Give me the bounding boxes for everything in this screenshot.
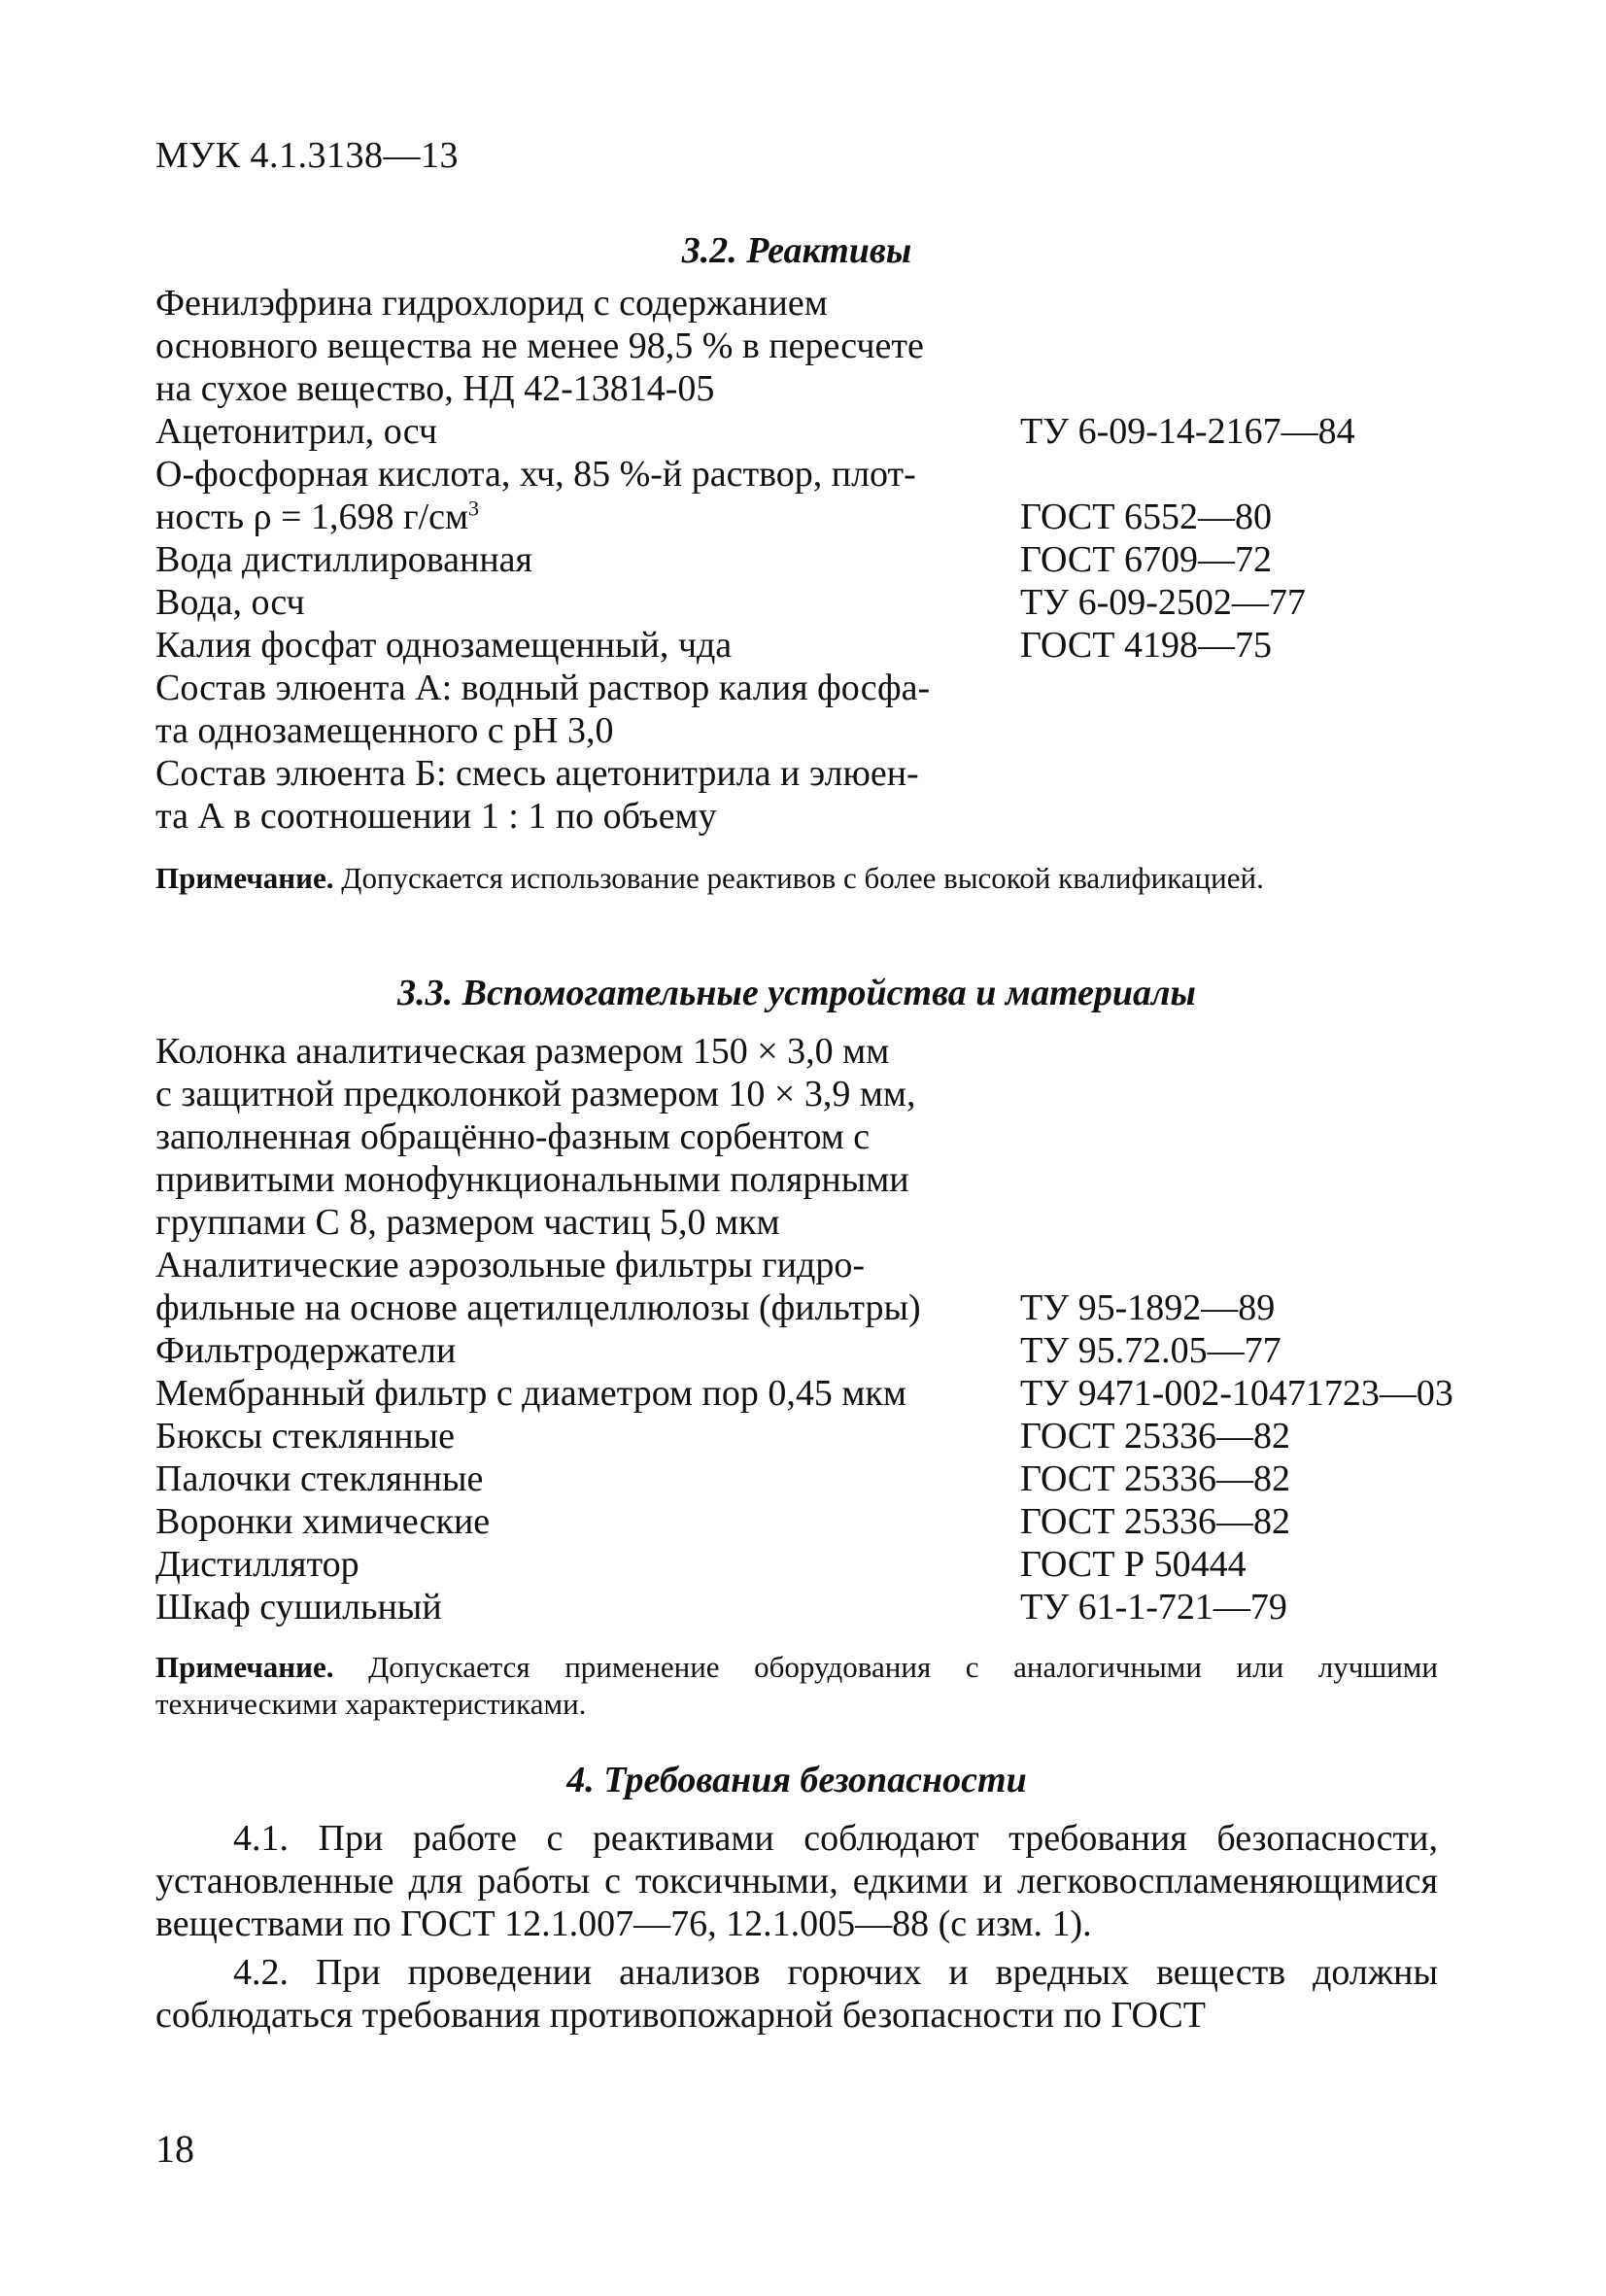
standard-ref: ТУ 6-09-2502—77 [1020,582,1306,623]
standard-ref: ГОСТ 4198—75 [1020,625,1272,666]
equipment-standards [1020,1030,1453,1628]
section-4-title: 4. Требования безопасности [566,1760,1027,1800]
note-label: Примечание. [155,1650,334,1684]
reagent-line: Фенилэфрина гидрохлорид с содержанием [155,283,828,324]
standard-ref: ТУ 61-1-721—79 [1020,1587,1287,1628]
standard-ref: ТУ 9471-002-10471723—03 [1020,1373,1453,1414]
standard-ref: ГОСТ 25336—82 [1020,1501,1290,1542]
reagent-line: Вода дистиллированная [155,539,533,580]
equipment-line: с защитной предколонкой размером 10 × 3,9 мм, [155,1074,916,1114]
standard-ref [1020,325,1355,367]
equipment-line: заполненная обращённо-фазным сорбентом с [155,1116,871,1157]
standard-ref: ГОСТ 25336—82 [1020,1458,1290,1499]
standard-ref [1020,1201,1453,1244]
standard-ref [1020,367,1355,410]
standard-ref: ГОСТ Р 50444 [1020,1544,1247,1585]
note-reagents [155,860,1438,897]
document-code: МУК 4.1.3138—13 [155,135,460,176]
standard-ref: ТУ 95-1892—89 [1020,1287,1276,1328]
standard-ref: ГОСТ 6709—72 [1020,539,1272,580]
note-text: Допускается применение оборудования с аналогичными или лучшими техническими характеристиками. [155,1650,1438,1721]
equipment-line: группами С 8, размером частиц 5,0 мкм [155,1202,780,1243]
equipment-line: фильные на основе ацетилцеллюлозы (фильтры) [155,1287,921,1328]
standard-ref: ГОСТ 6552—80 [1020,497,1272,537]
reagent-line: основного вещества не менее 98,5 % в пересчете [155,326,924,366]
note-text: Допускается использование реактивов с более высокой квалификацией. [333,861,1264,895]
standard-ref [1020,1030,1453,1073]
section-3-3-title: 3.3. Вспомогательные устройства и материалы [397,973,1196,1013]
note-label: Примечание. [155,861,334,895]
equipment-line: Колонка аналитическая размером 150 × 3,0 мм [155,1031,890,1072]
equipment-line: Мембранный фильтр с диаметром пор 0,45 мкм [155,1373,906,1414]
superscript: 3 [468,496,480,521]
equipment-line: Палочки стеклянные [155,1458,484,1499]
reagent-density-text: ность ρ = 1,698 г/см [155,497,469,537]
standard-ref [1020,453,1355,496]
standard-ref: ТУ 6-09-14-2167—84 [1020,411,1355,452]
paragraph-4-2: 4.2. При проведении анализов горючих и вредных веществ должны соблюдаться требования противопожарной безопасности по ГОСТ [155,1952,1438,2036]
standard-ref [1020,1158,1453,1201]
paragraph-4-1: 4.1. При работе с реактивами соблюдают требования безопасности, установленные для работы с токсичными, едкими и легковоспламеняющимися веществами по ГОСТ 12.1.007—76, 12.1.005—88 (с изм. 1). [155,1818,1438,1944]
reagent-line: та однозамещенного с рН 3,0 [155,710,614,751]
reagent-line: Вода, осч [155,582,305,623]
equipment-line: Фильтродержатели [155,1330,457,1371]
equipment-line: Шкаф сушильный [155,1587,442,1628]
reagent-line: Ацетонитрил, осч [155,411,437,452]
equipment-line: Дистиллятор [155,1544,359,1585]
reagent-line: О-фосфорная кислота, хч, 85 %-й раствор, плот- [155,454,916,495]
equipment-line: Бюксы стеклянные [155,1416,455,1456]
reagents-standards [1020,282,1355,667]
equipment-line: Воронки химические [155,1501,491,1542]
standard-ref [1020,1115,1453,1158]
reagent-line: на сухое вещество, НД 42-13814-05 [155,368,715,409]
standard-ref [1020,1073,1453,1115]
equipment-line: привитыми монофункциональными полярными [155,1159,909,1200]
reagent-line: та А в соотношении 1 : 1 по объему [155,796,717,837]
reagent-line: Состав элюента Б: смесь ацетонитрила и элюен- [155,753,919,794]
equipment-line: Аналитические аэрозольные фильтры гидро- [155,1245,865,1285]
reagents-list [155,282,930,838]
reagent-line: Состав элюента А: водный раствор калия фосфа- [155,668,931,708]
standard-ref: ГОСТ 25336—82 [1020,1416,1290,1456]
reagent-line-density [155,496,930,538]
standard-ref: ТУ 95.72.05—77 [1020,1330,1281,1371]
standard-ref [1020,282,1355,325]
reagent-line: Калия фосфат однозамещенный, чда [155,625,733,666]
section-3-2-title: 3.2. Реактивы [681,230,912,271]
note-equipment [155,1649,1438,1723]
equipment-list [155,1030,921,1628]
standard-ref [1020,1244,1453,1286]
page-number: 18 [155,2127,194,2171]
